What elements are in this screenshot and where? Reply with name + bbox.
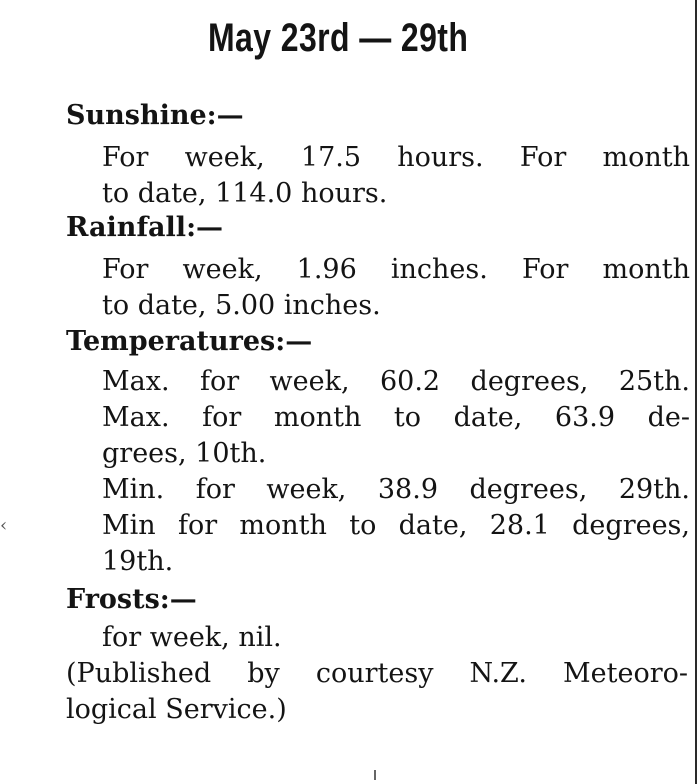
rainfall-line-2: to date, 5.00 inches.: [102, 290, 381, 321]
temperatures-label: Temperatures:—: [66, 326, 313, 357]
stray-print-mark: [374, 770, 376, 780]
sunshine-line-2: to date, 114.0 hours.: [102, 178, 388, 209]
report-heading: May 23rd — 29th: [208, 16, 469, 60]
sunshine-line-1: For week, 17.5 hours. For month: [102, 142, 690, 173]
rainfall-label: Rainfall:—: [66, 212, 224, 243]
temperatures-line-6: 19th.: [102, 546, 174, 577]
temperatures-line-4: Min. for week, 38.9 degrees, 29th.: [102, 474, 690, 505]
temperatures-line-2: Max. for month to date, 63.9 de-: [102, 402, 690, 433]
publication-note-line-2: logical Service.): [66, 694, 287, 725]
frosts-label: Frosts:—: [66, 584, 197, 615]
publication-note-line-1: (Published by courtesy N.Z. Meteoro-: [66, 658, 688, 689]
sunshine-label: Sunshine:—: [66, 100, 244, 131]
temperatures-line-5: Min for month to date, 28.1 degrees,: [102, 510, 690, 541]
temperatures-line-3: grees, 10th.: [102, 438, 267, 469]
temperatures-line-1: Max. for week, 60.2 degrees, 25th.: [102, 366, 690, 397]
rainfall-line-1: For week, 1.96 inches. For month: [102, 254, 690, 285]
column-rule: [695, 0, 697, 784]
frosts-line-1: for week, nil.: [102, 622, 282, 653]
edge-print-mark: ‹: [0, 515, 8, 536]
